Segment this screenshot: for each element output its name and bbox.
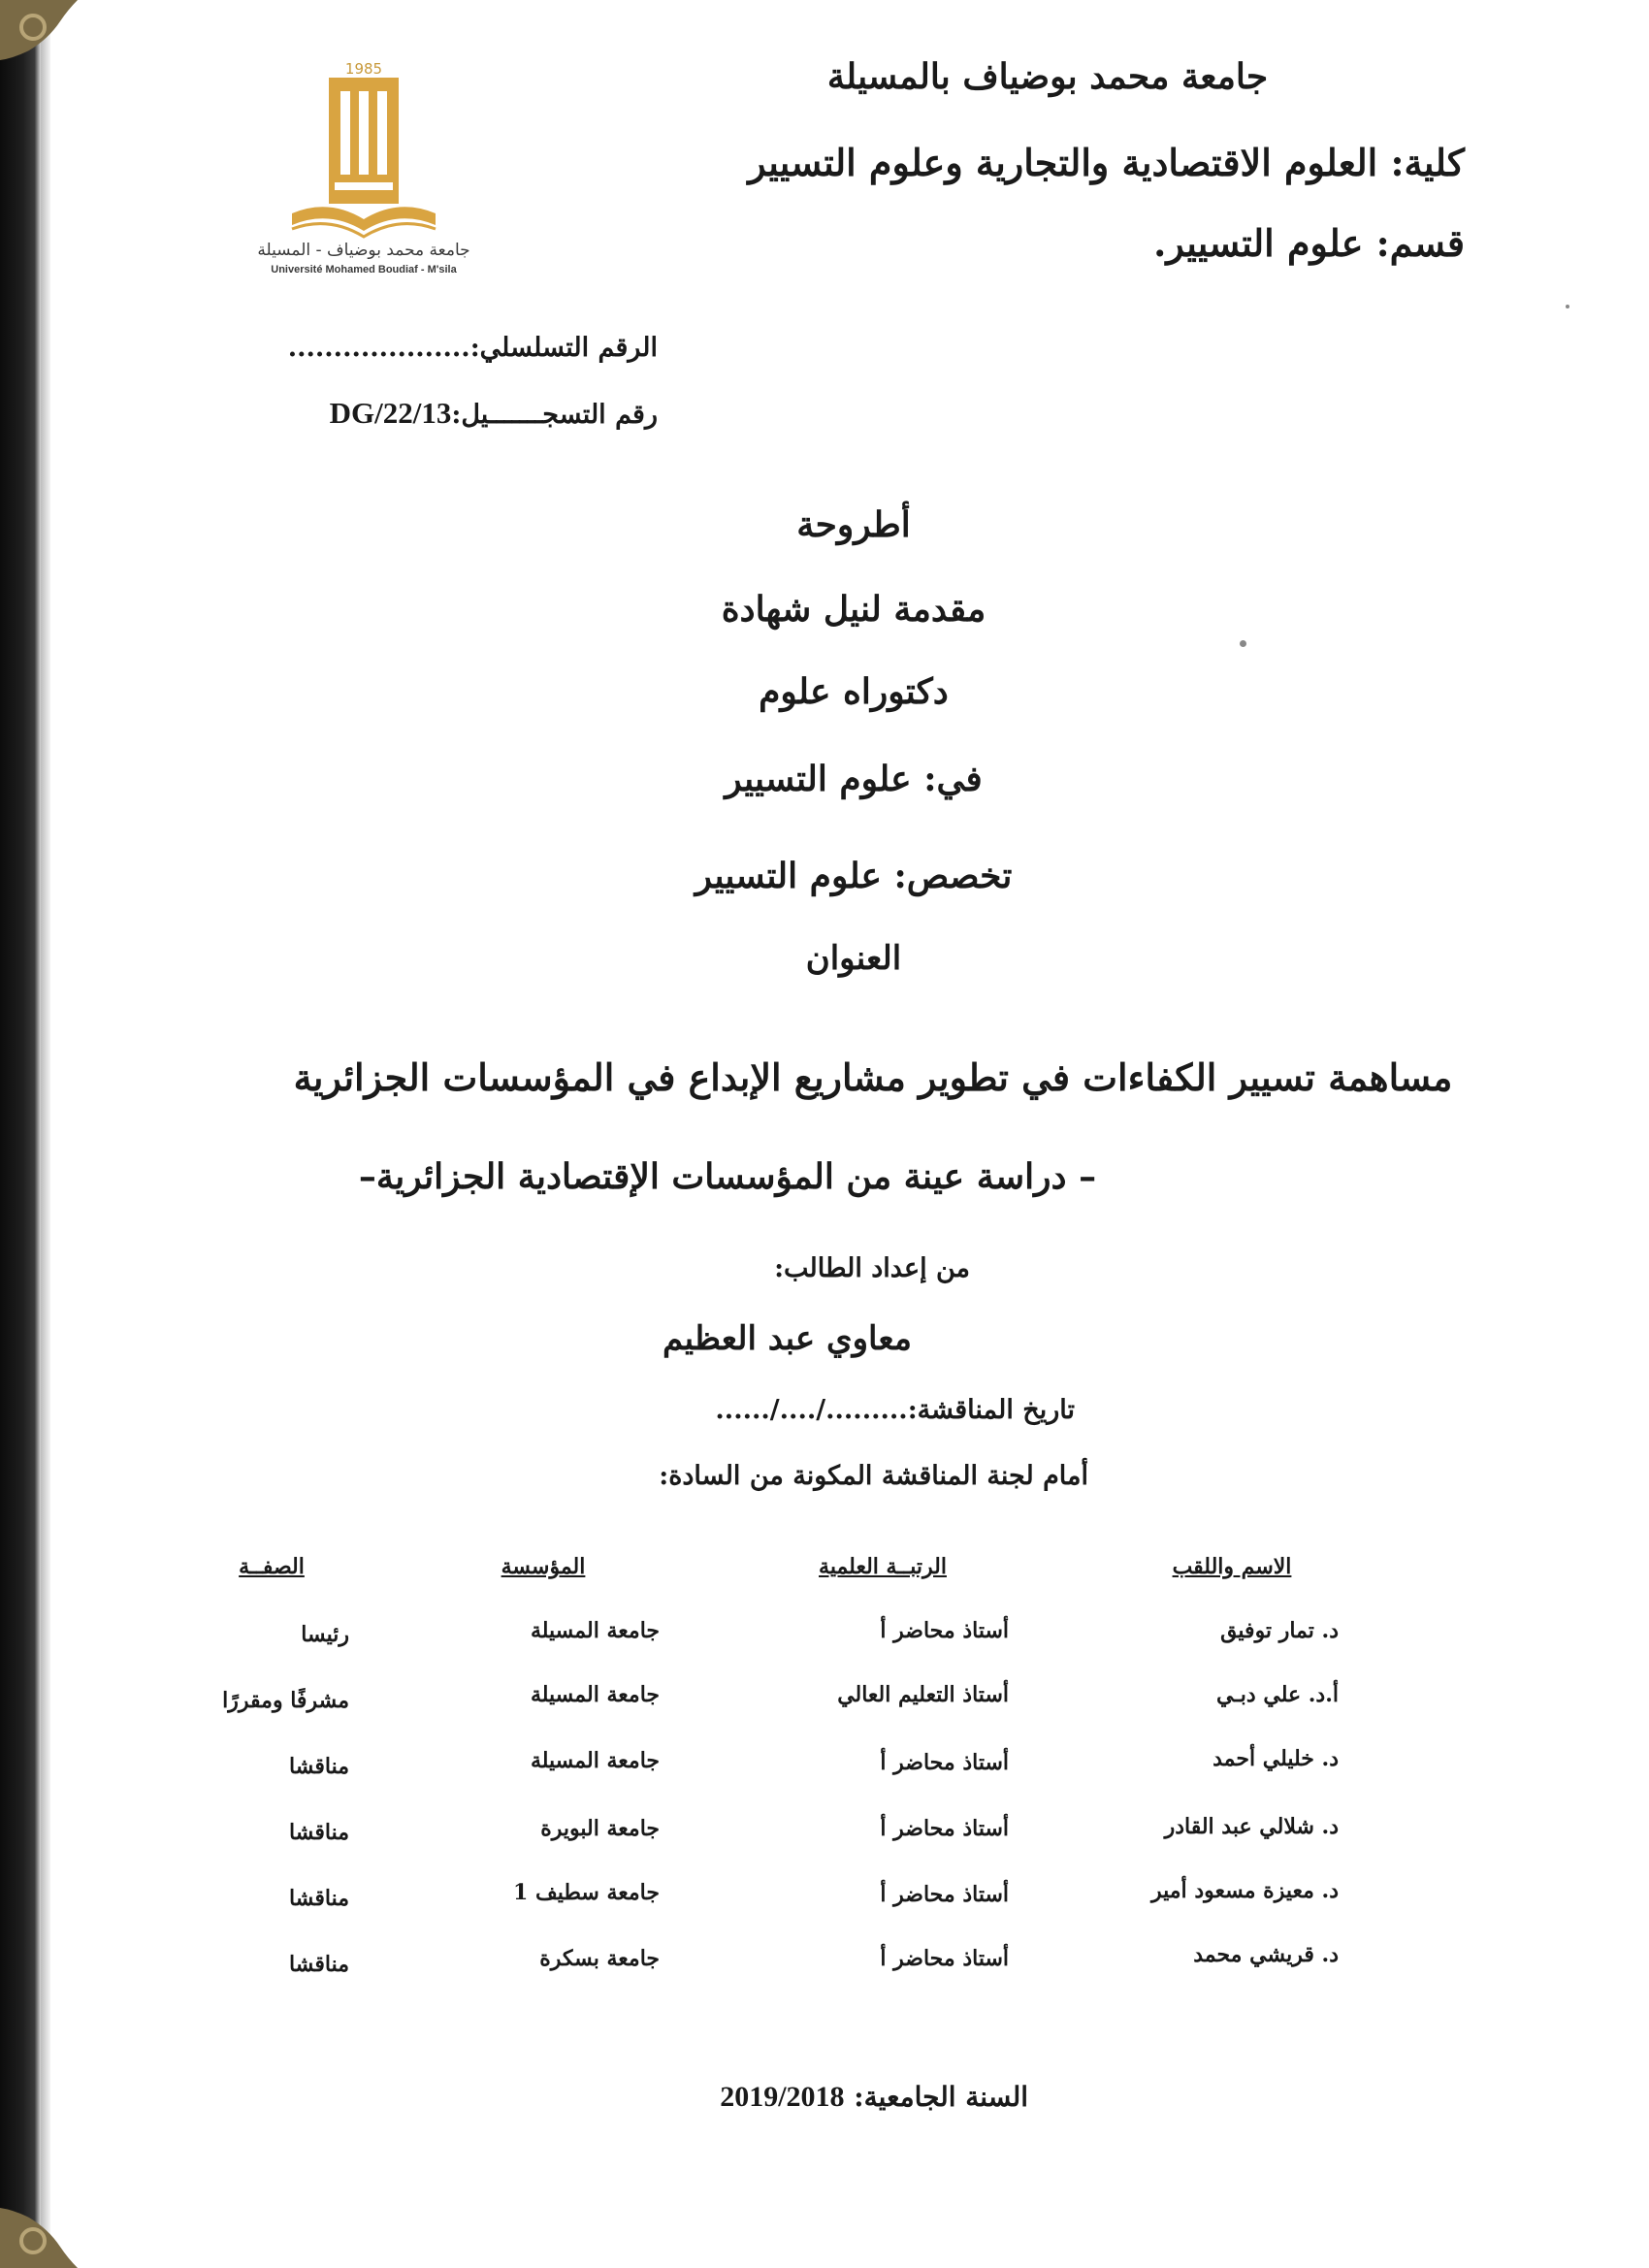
committee-role: رئيسا xyxy=(301,1622,349,1647)
logo-name-fr: Université Mohamed Boudiaf - M'sila xyxy=(271,264,457,275)
academic-year-line xyxy=(720,2081,1028,2114)
committee-institution: جامعة المسيلة xyxy=(530,1748,660,1773)
binder-spine xyxy=(0,0,41,2268)
degree: دكتوراه علوم xyxy=(759,671,949,712)
col-header-institution: المؤسسة xyxy=(501,1554,586,1579)
student-name: معاوي عبد العظيم xyxy=(662,1319,912,1358)
faculty-line xyxy=(748,141,1465,184)
department-line xyxy=(1153,221,1465,265)
registration-line xyxy=(330,396,658,431)
serial-line xyxy=(288,333,658,363)
logo-name-ar: جامعة محمد بوضياف - المسيلة xyxy=(257,241,470,260)
committee-name: د. معيزة مسعود أمير xyxy=(1151,1878,1339,1903)
committee-institution: جامعة المسيلة xyxy=(530,1682,660,1707)
committee-rank: أستاذ محاضر أ xyxy=(880,1816,1009,1841)
faculty-label: كلية: xyxy=(1390,141,1465,184)
committee-intro: أمام لجنة المناقشة المكونة من السادة: xyxy=(659,1461,1088,1491)
university-name: جامعة محمد بوضياف بالمسيلة xyxy=(826,56,1269,97)
scan-speck xyxy=(1566,305,1569,308)
specialty-label: تخصص: xyxy=(893,856,1013,896)
registration-label: رقم التسجـــــــيل: xyxy=(451,400,658,430)
committee-role: مناقشا xyxy=(289,1886,349,1911)
department-value: علوم التسيير. xyxy=(1153,221,1364,265)
committee-name: أ.د. علي دبـي xyxy=(1216,1682,1339,1707)
tower-book-icon xyxy=(286,78,441,241)
specialty-value: علوم التسيير xyxy=(695,856,882,896)
committee-name: د. قريشي محمد xyxy=(1193,1942,1339,1967)
prepared-by-label: من إعداد الطالب: xyxy=(774,1253,970,1283)
binder-edge xyxy=(41,0,50,2268)
logo-year: 1985 xyxy=(344,60,383,78)
scan-speck xyxy=(1240,640,1246,647)
committee-rank: أستاذ محاضر أ xyxy=(880,1750,1009,1775)
submitted-for: مقدمة لنيل شهادة xyxy=(721,589,986,630)
department-label: قسم: xyxy=(1375,221,1465,265)
corner-clip-icon xyxy=(0,2181,87,2268)
committee-institution: جامعة المسيلة xyxy=(530,1618,660,1643)
specialty-line xyxy=(29,856,1649,896)
col-header-role: الصفــة xyxy=(239,1554,305,1579)
committee-rank: أستاذ محاضر أ xyxy=(880,1882,1009,1907)
thesis-title-line1: مساهمة تسيير الكفاءات في تطوير مشاريع الإبداع في المؤسسات الجزائرية xyxy=(293,1055,1453,1099)
academic-year-label: السنة الجامعية: xyxy=(854,2081,1028,2113)
registration-value: DG/22/13 xyxy=(329,396,452,430)
col-header-rank: الرتبــة العلمية xyxy=(819,1554,947,1579)
academic-year-value: 2019/2018 xyxy=(720,2081,845,2113)
defense-date-value: ....../..../......... xyxy=(715,1395,908,1425)
committee-rank: أستاذ التعليم العالي xyxy=(837,1682,1009,1707)
serial-label: الرقم التسلسلي: xyxy=(469,333,658,363)
committee-institution: جامعة سطيف 1 xyxy=(512,1880,660,1905)
committee-role: مناقشا xyxy=(289,1754,349,1779)
committee-role: مناقشا xyxy=(289,1820,349,1845)
thesis-type: أطروحة xyxy=(796,504,911,545)
title-label: العنوان xyxy=(805,939,902,978)
committee-role: مشرفًا ومقررًا xyxy=(222,1688,349,1713)
committee-role: مناقشا xyxy=(289,1952,349,1977)
thesis-title-line2: – دراسة عينة من المؤسسات الإقتصادية الجزائرية– xyxy=(358,1156,1097,1197)
committee-name: د. شلالي عبد القادر xyxy=(1164,1814,1339,1839)
field-label: في: xyxy=(923,759,983,799)
corner-clip-icon xyxy=(0,0,87,87)
faculty-value: العلوم الاقتصادية والتجارية وعلوم التسيير xyxy=(748,141,1378,184)
defense-date-label: تاريخ المناقشة: xyxy=(907,1395,1075,1425)
serial-value: .................... xyxy=(287,333,470,363)
committee-name: د. تمار توفيق xyxy=(1220,1618,1339,1643)
field-line xyxy=(29,759,1649,799)
committee-rank: أستاذ محاضر أ xyxy=(880,1946,1009,1971)
committee-institution: جامعة بسكرة xyxy=(539,1946,660,1971)
committee-institution: جامعة البويرة xyxy=(540,1816,660,1841)
committee-rank: أستاذ محاضر أ xyxy=(880,1618,1009,1643)
defense-date-line xyxy=(715,1395,1075,1425)
col-header-name: الاسم واللقب xyxy=(1172,1554,1292,1579)
field-value: علوم التسيير xyxy=(725,759,912,799)
committee-name: د. خليلي أحمد xyxy=(1212,1746,1339,1771)
